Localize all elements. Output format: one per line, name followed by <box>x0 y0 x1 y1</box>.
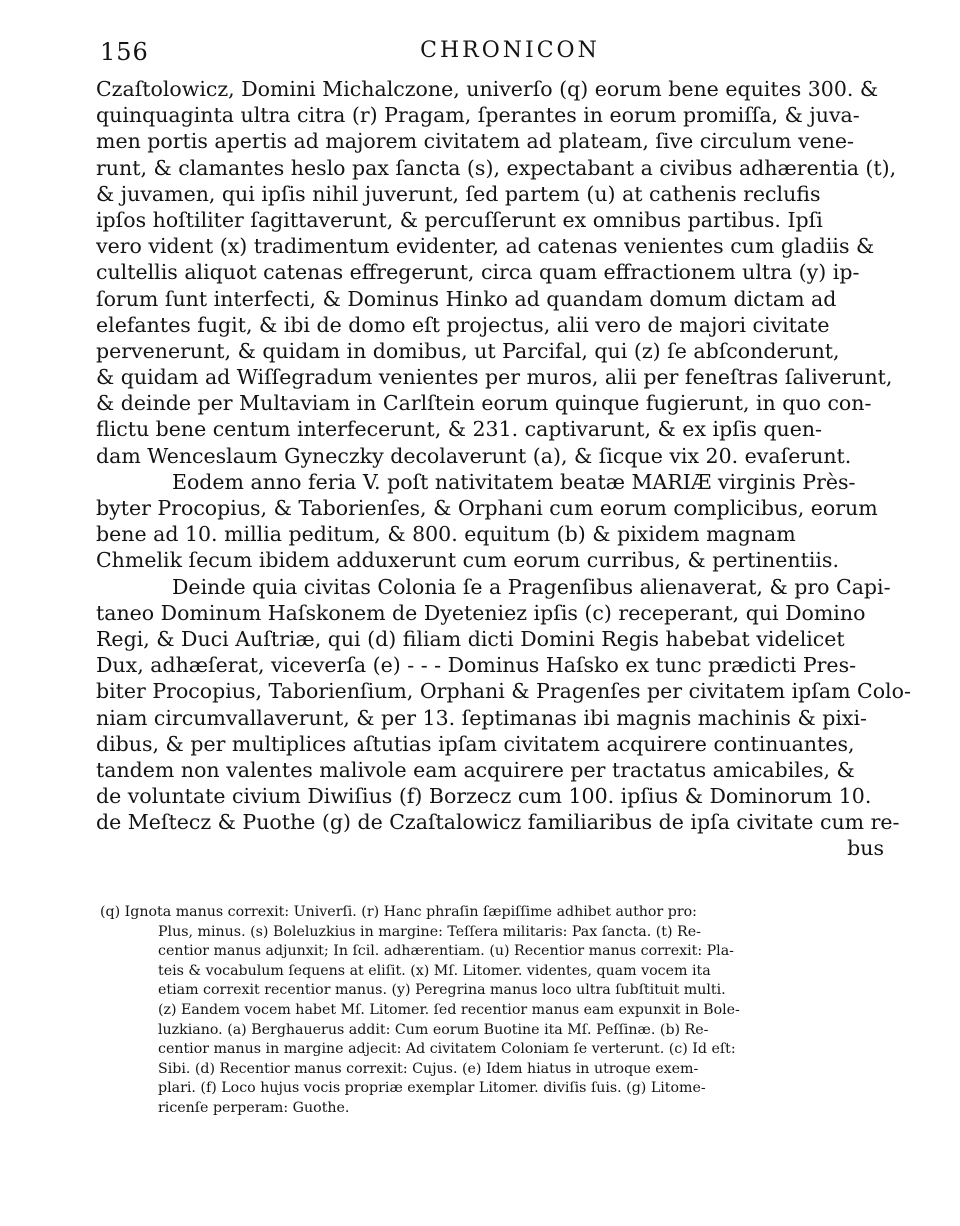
text-line: byter Procopius, & Taborienſes, & Orphani cum eorum complicibus, eorum <box>96 496 878 520</box>
text-line: Regi, & Duci Auſtriæ, qui (d) filiam dicti Domini Regis habebat videlicet <box>96 626 845 651</box>
footnote-line: (z) Eandem vocem habet Mſ. Litomer. ſed recentior manus eam expunxit in Bole- <box>158 1001 740 1018</box>
paragraph-start-line: Eodem anno feria V. poſt nativitatem beatæ MARIÆ virginis Près- <box>172 469 856 494</box>
text-line: & quidam ad Wiſſegradum venientes per muros, alii per feneſtras ſaliverunt, <box>96 365 893 390</box>
text-line: de voluntate civium Diwiſius (f) Borzecz cum 100. ipſius & Dominorum 10. <box>96 784 872 809</box>
paragraph-start-line: Deinde quia civitas Colonia ſe a Pragenſibus alienaverat, & pro Capi- <box>172 574 891 599</box>
text-line: pervenerunt, & quidam in domibus, ut Parcifal, qui (z) ſe abſconderunt, <box>96 338 840 363</box>
text-line: & deinde per Multaviam in Carlſtein eorum quinque fugierunt, in quo con- <box>96 391 872 416</box>
footnote-line: luzkiano. (a) Berghauerus addit: Cum eorum Buotine ita Mſ. Peſſinæ. (b) Re- <box>158 1021 709 1038</box>
footnote-line: centior manus adjunxit; In ſcil. adhærentiam. (u) Recentior manus correxit: Pla- <box>158 943 734 960</box>
footnote-line: plari. (f) Loco hujus vocis propriæ exemplar Litomer. diviſis ſuis. (g) Litome- <box>158 1080 706 1097</box>
page-number: 156 <box>100 38 149 66</box>
text-line: vero vident (x) tradimentum evidenter, ad catenas venientes cum gladiis & <box>96 234 875 259</box>
text-line: niam circumvallaverunt, & per 13. ſeptimanas ibi magnis machinis & pixi- <box>96 705 867 730</box>
text-line: ipſos hoſtiliter ſagittaverunt, & percuſſerunt ex omnibus partibus. Ipſi <box>96 207 823 232</box>
footnotes <box>100 903 924 1119</box>
text-line: tandem non valentes malivole eam acquirere per tractatus amicabiles, & <box>96 757 855 782</box>
footnote-line: centior manus in margine adjecit: Ad civitatem Coloniam ſe verterunt. (c) Id eſt: <box>158 1041 736 1058</box>
text-line: quinquaginta ultra citra (r) Pragam, ſperantes in eorum promiſſa, & juva- <box>96 103 860 128</box>
text-line: men portis apertis ad majorem civitatem ad plateam, ſive circulum vene- <box>96 129 854 154</box>
catchword: bus <box>847 836 884 861</box>
text-line: & juvamen, qui ipſis nihil juverunt, ſed partem (u) at cathenis reclufis <box>96 181 821 206</box>
text-line: flictu bene centum interfecerunt, & 231. captivarunt, & ex ipſis quen- <box>96 417 822 442</box>
footnote-line: (q) Ignota manus correxit: Univerſi. (r) Hanc phraſin ſæpiſſime adhibet author pro: <box>100 904 697 920</box>
text-line: Dux, adhæſerat, viceverſa (e) - - - Dominus Haſsko ex tunc prædicti Pres- <box>96 653 857 678</box>
text-line: de Meſtecz & Puothe (g) de Czaſtalowicz familiaribus de ipſa civitate cum re- <box>96 810 900 835</box>
text-line: biter Procopius, Taborienſium, Orphani & Pragenſes per civitatem ipſam Colo- <box>96 679 911 704</box>
text-line: taneo Dominum Haſskonem de Dyeteniez ipſis (c) receperant, qui Domino <box>96 600 866 625</box>
text-line: runt, & clamantes heslo pax ſancta (s), expectabant a civibus adhærentia (t), <box>96 155 897 180</box>
footnote-line: etiam correxit recentior manus. (y) Peregrina manus loco ultra ſubſtituit multi. <box>158 982 726 999</box>
text-line: elefantes fugit, & ibi de domo eſt projectus, alii vero de majori civitate <box>96 312 830 337</box>
text-line: Czaſtolowicz, Domini Michalczone, univerſo (q) eorum bene equites 300. & <box>96 77 879 101</box>
footnote-line: teis & vocabulum ſequens at eliſit. (x) Mſ. Litomer. videntes, quam vocem ita <box>158 962 711 979</box>
text-line: ſorum ſunt interfecti, & Dominus Hinko ad quandam domum dictam ad <box>96 286 837 311</box>
footnote-line: Sibi. (d) Recentior manus correxit: Cujus. (e) Idem hiatus in utroque exem- <box>158 1060 699 1077</box>
footnote-line: Plus, minus. (s) Boleluzkius in margine: Teſſera militaris: Pax ſancta. (t) Re- <box>158 923 701 940</box>
text-line: dibus, & per multiplices aſtutias ipſam civitatem acquirere continuantes, <box>96 731 855 756</box>
running-title: CHRONICON <box>420 38 600 63</box>
main-text <box>96 76 924 862</box>
page-header <box>100 38 920 72</box>
footnote-line: ricenſe perperam: Guothe. <box>158 1099 350 1116</box>
text-line: bene ad 10. millia peditum, & 800. equitum (b) & pixidem magnam <box>96 522 796 547</box>
text-line: cultellis aliquot catenas effregerunt, circa quam effractionem ultra (y) ip- <box>96 260 860 285</box>
text-line: Chmelik ſecum ibidem adduxerunt cum eorum curribus, & pertinentiis. <box>96 548 839 573</box>
text-line: dam Wenceslaum Gyneczky decolaverunt (a), & ſicque vix 20. evaſerunt. <box>96 443 852 468</box>
